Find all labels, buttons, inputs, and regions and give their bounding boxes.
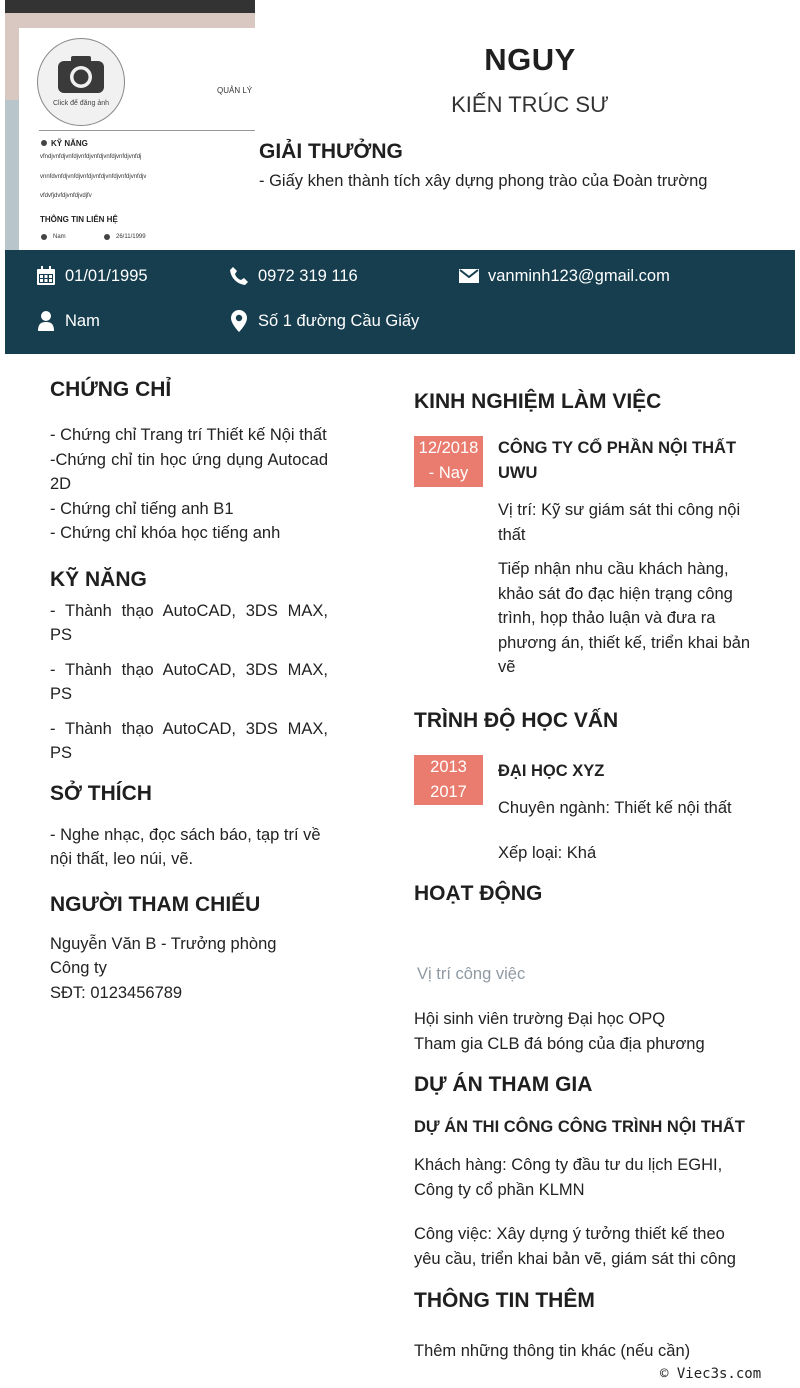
contact-bar [5,250,795,354]
education-school[interactable]: ĐẠI HỌC XYZ [498,762,605,780]
extra-info-text[interactable]: Thêm những thông tin khác (nếu cần) [414,1342,691,1360]
thumbnail-contact-heading: THÔNG TIN LIÊN HỆ [40,215,118,224]
gender-icon [41,234,47,240]
hobbies-heading: SỞ THÍCH [50,781,152,805]
phone-icon [228,265,250,287]
calendar-icon [35,265,57,287]
certificates-heading: CHỨNG CHỈ [50,378,172,401]
experience-heading: KINH NGHIỆM LÀM VIỆC [414,390,662,413]
mail-icon [458,265,480,287]
skill-item: - Thành thạo AutoCAD, 3DS MAX, PS [50,719,328,762]
education-year-end: 2017 [430,782,467,801]
photo-upload[interactable] [37,38,125,126]
activities-heading: HOẠT ĐỘNG [414,882,543,905]
projects-heading: DỰ ÁN THAM GIA [414,1073,593,1096]
contact-birthday[interactable] [35,265,148,287]
bullet-icon [41,140,47,146]
reference-line: SĐT: 0123456789 [50,983,183,1002]
references-list[interactable] [50,932,328,1006]
person-icon [35,310,57,332]
awards-text[interactable]: - Giấy khen thành tích xây dựng phong trào của Đoàn trường [259,172,708,190]
certificate-item: - Chứng chỉ tiếng anh B1 [50,499,234,518]
watermark: © Viec3s.com [660,1366,762,1382]
activity-item: Hội sinh viên trường Đại học OPQ [414,1010,666,1028]
education-rank[interactable]: Xếp loại: Khá [498,844,597,862]
thumbnail-divider [39,130,255,131]
certificate-item: - Chứng chỉ Trang trí Thiết kế Nội thất [50,426,327,444]
project-title[interactable]: DỰ ÁN THI CÔNG CÔNG TRÌNH NỘI THẤT [414,1118,745,1136]
address-value: Số 1 đường Cầu Giấy [258,311,420,330]
skill-item: - Thành thạo AutoCAD, 3DS MAX, PS [50,601,328,644]
reference-line: Nguyễn Văn B - Trưởng phòng [50,934,277,953]
job-title[interactable]: KIẾN TRÚC SƯ [451,92,609,117]
skill-item: - Thành thạo AutoCAD, 3DS MAX, PS [50,660,328,703]
thumbnail-gender: Nam [53,234,66,240]
skills-heading: KỸ NĂNG [50,567,147,591]
certificates-list[interactable] [50,423,328,546]
activities-list[interactable] [414,1007,760,1056]
photo-caption: Click để đăng ảnh [52,100,110,107]
contact-gender[interactable] [35,310,100,332]
project-work[interactable]: Công việc: Xây dựng ý tưởng thiết kế theo yêu cầu, triển khai bản vẽ, giám sát thi công [414,1225,736,1268]
contact-email[interactable] [458,265,670,287]
thumbnail-skills-heading: KỸ NĂNG [51,139,88,148]
thumbnail-role: QUẢN LÝ [217,86,253,95]
birthday-value: 01/01/1995 [65,266,148,285]
activity-position-input[interactable]: Vị trí công việc [417,965,526,983]
experience-company[interactable]: CÔNG TY CỔ PHẦN NỘI THẤT UWU [498,439,737,482]
template-thumbnail[interactable] [5,0,255,250]
email-value: vanminh123@gmail.com [488,266,670,285]
thumbnail-topbar [5,0,255,13]
contact-phone[interactable] [228,265,358,287]
thumbnail-skill-line: vfndjvnfdjvnfdjvnfdjvnfdjvnfdjvnfdjvnfdj [40,154,142,160]
extra-info-heading: THÔNG TIN THÊM [414,1289,595,1312]
experience-date-end: - Nay [428,463,469,482]
hobbies-text[interactable]: - Nghe nhạc, đọc sách báo, tạp trí về nội thất, leo núi, vẽ. [50,825,321,868]
camera-icon [56,53,106,95]
contact-address[interactable] [228,310,419,332]
education-year-start: 2013 [430,758,467,776]
education-major[interactable]: Chuyên ngành: Thiết kế nội thất [498,799,732,817]
left-column [50,378,328,1005]
candidate-name[interactable]: NGUY [484,42,576,77]
location-pin-icon [228,310,250,332]
thumbnail-skill-line: vnnfdvnfdjvnfdjvnfdjvnfdjvnfdjvnfdjvnfdjv [40,174,147,180]
thumbnail-dob: 26/11/1999 [116,234,146,240]
phone-value: 0972 319 116 [258,266,358,285]
activity-item: Tham gia CLB đá bóng của địa phương [414,1034,705,1053]
experience-date[interactable] [414,436,483,487]
thumbnail-skill-line: vfdvfjdvfdjvnfdjvdjfv [40,193,92,199]
experience-position[interactable]: Vị trí: Kỹ sư giám sát thi công nội thất [498,501,741,544]
certificate-item: - Chứng chỉ khóa học tiếng anh [50,524,281,542]
education-date[interactable] [414,755,483,805]
reference-line: Công ty [50,959,107,977]
references-heading: NGƯỜI THAM CHIẾU [50,892,261,916]
experience-description[interactable]: Tiếp nhận nhu cầu khách hàng, khảo sát đo đạc hiện trạng công trình, họp thảo luận và đưa ra phương án, thiết kế, triển khai bản vẽ [498,560,751,676]
skills-list[interactable] [50,599,328,766]
awards-heading: GIẢI THƯỞNG [259,140,403,163]
thumbnail-sidebar [5,100,19,250]
experience-date-start: 12/2018 [418,439,479,457]
project-client[interactable]: Khách hàng: Công ty đầu tư du lịch EGHI, Công ty cổ phần KLMN [414,1156,723,1199]
gender-value: Nam [65,311,100,330]
education-heading: TRÌNH ĐỘ HỌC VẤN [414,709,619,732]
calendar-icon [104,234,110,240]
certificate-item: -Chứng chỉ tin học ứng dụng Autocad 2D [50,450,328,493]
